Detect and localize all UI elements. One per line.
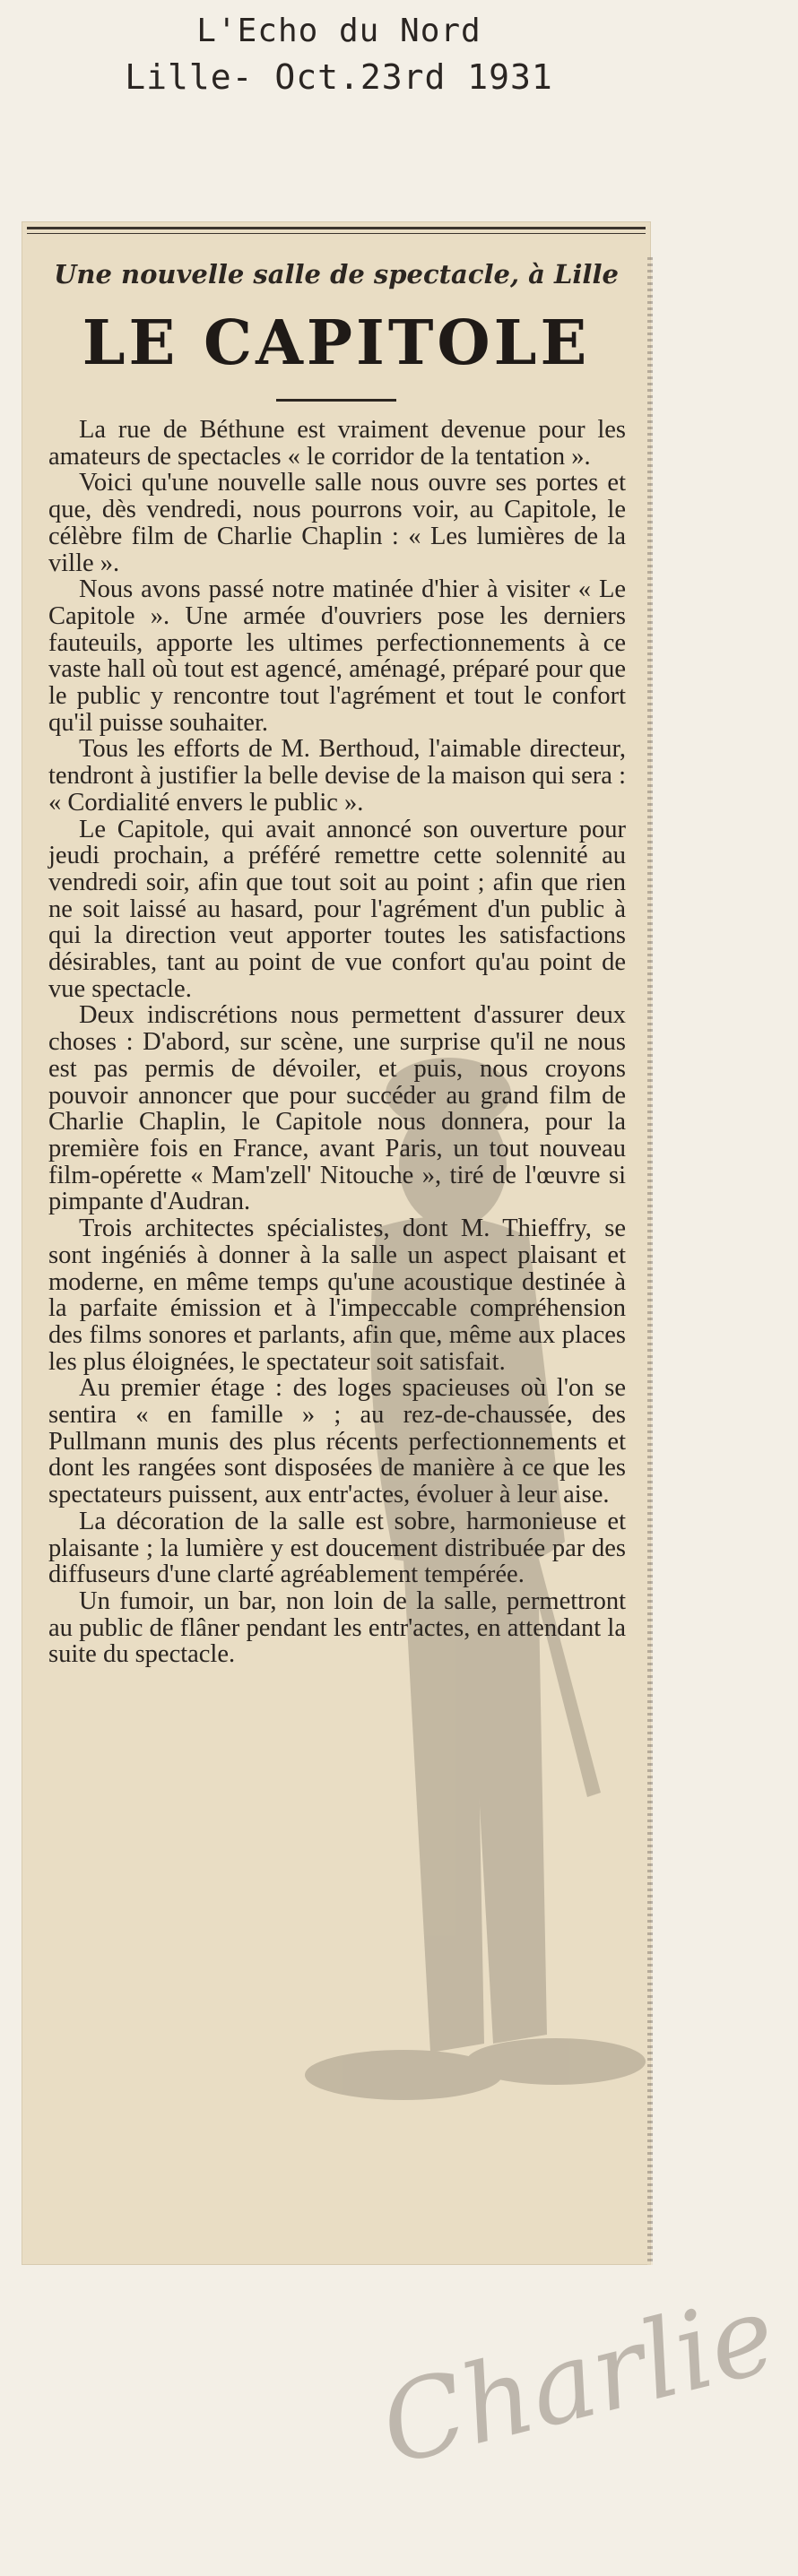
- article-paragraph: Tous les efforts de M. Berthoud, l'aimable directeur, tendront à justifier la belle devise de la maison qui sera : « Cordialité envers le public ».: [48, 735, 626, 817]
- article-title: LE CAPITOLE: [82, 307, 591, 379]
- article-paragraph: Un fumoir, un bar, non loin de la salle, permettront au public de flâner pendant les entr'actes, en attendant la suite du spectacle.: [48, 1586, 626, 1669]
- typed-source-line: L'Echo du Nord: [196, 13, 481, 49]
- article-paragraph: Nous avons passé notre matinée d'hier à visiter « Le Capitole ». Une armée d'ouvriers pose les derniers fauteuils, apporte les ultimes perfectionnements à ce vaste hall où tout est agencé, aménagé, préparé pour que le public y rencontre tout l'agrément et tout le confort qu'il puisse souhaiter.: [48, 575, 626, 737]
- article-paragraph: La décoration de la salle est sobre, harmonieuse et plaisante ; la lumière y est doucement distribuée par des diffuseurs d'une clarté agréablement tempérée.: [48, 1507, 626, 1589]
- article-paragraph: Voici qu'une nouvelle salle nous ouvre ses portes et que, dès vendredi, nous pourrons voir, au Capitole, le célèbre film de Charlie Chaplin : « Les lumières de la ville ».: [48, 469, 626, 577]
- top-rule: [27, 227, 646, 229]
- article-paragraph: Le Capitole, qui avait annoncé son ouverture pour jeudi prochain, a préféré remettre cette solennité au vendredi soir, afin que tout soit au point ; afin que rien ne soit laissé au hasard, pour l'agrément d'un public à qui la direction veut apporter toutes les satisfactions désirables, tant au point de vue confort qu'au point de vue spectacle.: [48, 815, 626, 1003]
- article-kicker: Une nouvelle salle de spectacle, à Lille: [54, 259, 619, 290]
- article-paragraph: Trois architectes spécialistes, dont M. Thieffry, se sont ingéniés à donner à la salle un aspect plaisant et moderne, en même temps qu'une acoustique destinée à la parfaite émission et à l'impeccable compréhension des films sonores et parlants, afin que, même aux places les plus éloignées, le spectateur soit satisfait.: [48, 1215, 626, 1376]
- newspaper-clipping: [22, 221, 651, 2265]
- typed-date-line: Lille- Oct.23rd 1931: [125, 57, 553, 97]
- top-rule-thin: [27, 233, 646, 234]
- article-paragraph: La rue de Béthune est vraiment devenue pour les amateurs de spectacles « le corridor de la tentation ».: [48, 416, 626, 471]
- title-rule: [276, 399, 396, 402]
- handwritten-signature: Charlie: [369, 2271, 788, 2490]
- article-body: [48, 417, 626, 1668]
- article-paragraph: Deux indiscrétions nous permettent d'assurer deux choses : D'abord, sur scène, une surprise qu'il ne nous est pas permis de dévoiler, et puis, nous croyons pouvoir annoncer que pour succéder au grand film de Charlie Chaplin, le Capitole nous donnera, pour la première fois en France, avant Paris, un tout nouveau film-opérette « Mam'zell' Nitouche », tiré de l'œuvre si pimpante d'Audran.: [48, 1001, 626, 1216]
- article-paragraph: Au premier étage : des loges spacieuses où l'on se sentira « en famille » ; au rez-de-chaussée, des Pullmann munis des plus récents perfectionnements et dont les rangées sont disposées de manière à ce que les spectateurs puissent, aux entr'actes, évoluer à leur aise.: [48, 1374, 626, 1509]
- torn-edge: [647, 257, 653, 2265]
